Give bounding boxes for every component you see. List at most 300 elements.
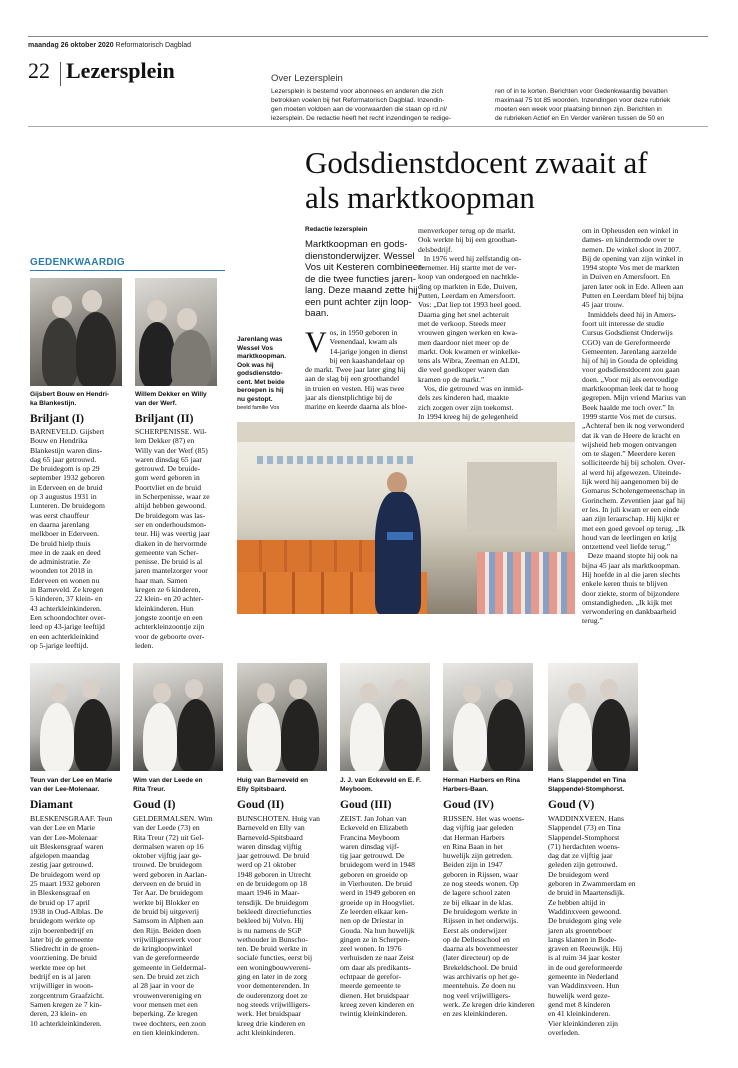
text-line: mee in de zaak en deed — [30, 547, 101, 557]
photo-figure — [495, 679, 513, 699]
text-line: Bouw en Hendrika — [30, 436, 88, 446]
section-title: Lezersplein — [66, 58, 175, 83]
photo-figure — [257, 683, 275, 703]
text-line: men daardoor niet meer op de — [418, 337, 509, 347]
top-rule — [28, 36, 708, 37]
text-line: woonden tot 2018 in — [30, 566, 93, 576]
photo-figure — [558, 703, 592, 771]
article-col-2 — [418, 226, 536, 421]
text-line: twee dochters, een zoon — [133, 1018, 206, 1028]
text-line: van der Lee-Molenaar — [30, 832, 98, 842]
text-line: nemen. De winkel sloot in 2007. — [582, 244, 681, 254]
wedding-photo — [340, 663, 430, 771]
gedenkwaardig-rule — [30, 270, 225, 271]
announcement-body — [443, 814, 545, 1019]
text-line: al werd hij afgewezen. Uiteinde- — [582, 467, 682, 477]
text-line: sociale functies, eerst bij — [237, 953, 313, 963]
text-line: De bruid hielp thuis — [30, 538, 91, 548]
text-line: beperking. Ze kregen — [133, 1009, 198, 1019]
headline-line-1: Godsdienstdocent zwaait af — [305, 145, 648, 180]
text-line: Vos: „Dat liep tot 1993 heel goed. — [418, 300, 521, 310]
text-line: oktober vijftig jaar ge- — [133, 851, 202, 861]
text-line: GELDERMALSEN. Wim — [133, 814, 213, 823]
text-line: foort uit interesse de studie — [582, 318, 665, 328]
text-line: dag vijftig jaar geleden — [443, 823, 514, 833]
text-line: lijk werd hij aangenomen bij de — [582, 477, 679, 487]
text-line: groeide op in Hoogvliet. — [340, 897, 415, 907]
text-line: lang. Deze maand zette hij — [305, 285, 418, 296]
text-line: 1948 geboren in Utrecht — [237, 869, 312, 879]
announcement-title: Briljant (I) — [30, 413, 84, 425]
text-line: bekleed bij Volvo. Hij — [237, 916, 304, 926]
about-text-col2 — [495, 87, 710, 123]
text-line: Lunteren. De bruidegom — [30, 501, 105, 511]
caption-line: Slappendel-Stomphorst. — [548, 785, 625, 793]
text-line: (later directeur) op de — [443, 953, 509, 963]
photo-credit: beeld familie Vos — [237, 405, 280, 411]
text-line: en tien kleinkinderen. — [133, 1027, 200, 1037]
text-line: gingen ze in Scherpen- — [340, 934, 410, 944]
text-line: enkele keren thuis te blijven — [582, 579, 668, 589]
text-line: Deze maand stopte hij ook na — [582, 551, 678, 561]
text-line: Hij hoefde in al die jaren slechts — [582, 569, 681, 579]
text-line: kregen ze 6 kinderen, — [135, 585, 201, 595]
text-line: 25 maart 1932 geboren — [30, 879, 101, 889]
text-line: vrouwen gingen werken en kwa- — [418, 328, 518, 338]
text-line: Putten, Leerdam en Amersfoort. — [418, 291, 516, 301]
text-line: ser en onderhoudsmon- — [135, 519, 207, 529]
text-line: verwondering en dankbaarheid — [582, 607, 677, 617]
article-col-3 — [582, 226, 710, 626]
caption-line: beroepen is hij — [237, 387, 284, 394]
text-line: delsbedrijf. — [418, 244, 453, 254]
text-line: met een goed gevoel op terug. „Ik — [582, 523, 686, 533]
text-line: ten. De bruid werkte in — [237, 944, 308, 954]
text-line: jaar getrouwd. De bruid — [237, 851, 310, 861]
text-line: zorgcentrum Graafzicht. — [30, 990, 105, 1000]
text-line: een punt achter zijn loop- — [305, 296, 412, 308]
text-line: RIJSSEN. Het was woens- — [443, 814, 525, 823]
text-line: de die twee functies jaren- — [305, 273, 416, 285]
text-line: achterkleinzoontje zijn — [135, 622, 205, 632]
text-line: en daarna jarenlang — [30, 519, 90, 529]
announcement-body — [30, 814, 132, 1028]
text-line: Barneveld-Spitsbaard — [237, 832, 303, 842]
caption-line: Herman Harbers en Rina — [443, 777, 520, 784]
text-line: meentehuis. Ze doen nu — [443, 981, 516, 991]
caption-line: Teun van der Lee en Marie — [30, 777, 113, 784]
text-line: gegrepen. Mijn vriend Marius van — [582, 393, 686, 403]
photo-caption — [237, 777, 337, 794]
text-line: ka Blankestijn. — [30, 399, 77, 407]
text-line: september 1932 geboren — [30, 473, 105, 483]
text-line: dag 65 jaar getrouwd. — [30, 454, 97, 464]
text-line: in de oud gereformeerde — [548, 962, 623, 972]
announcement-title: Goud (V) — [548, 799, 595, 811]
text-line: Brekeldschool. De bruid — [443, 962, 518, 972]
caption-line: Wim van der Leede en — [133, 777, 203, 784]
text-line: ren of in te korten. Berichten voor Gedenkwaardig bevatten — [495, 88, 668, 95]
text-line: uit Bleskensgraaf waren — [30, 841, 104, 851]
text-line: van der Lee en Marie — [30, 823, 95, 833]
text-line: ging en later in de zorg — [237, 972, 308, 982]
text-line: 22 klein- en 20 achter- — [135, 594, 204, 604]
text-line: houd van de leerlingen en krijg — [582, 532, 677, 542]
text-line: lezersplein. De redactie heeft het recht inzendingen te redige- — [271, 115, 451, 122]
text-line: markt. Ook kwamen er winkelke- — [418, 346, 521, 356]
article-headline — [305, 145, 710, 215]
text-line: wijsheid heb mogen ontvangen — [582, 439, 677, 449]
announcement-body — [237, 814, 339, 1037]
text-line: werkte bij Blokker en — [133, 897, 200, 907]
text-line: getrouwd. De bruide- — [135, 464, 201, 474]
text-line: 43 achterkleinkinderen. — [30, 603, 102, 613]
text-line: in Bleskensgraaf en — [30, 888, 90, 898]
text-line: in Ederveen en de bruid — [30, 482, 103, 492]
text-line: van Waddinxveen. Hun — [548, 981, 620, 991]
text-line: vrijwilligerswerk voor — [133, 934, 202, 944]
text-line: solliciteerde hij bij scholen. Over- — [582, 458, 686, 468]
text-line: 1994 stopte Vos met de markten — [582, 263, 680, 273]
article-byline: Redactie lezersplein — [305, 226, 368, 233]
text-line: hij of hij in Gouda de opleiding — [582, 356, 678, 366]
text-line: betrokken voelen bij het Reformatorisch Dagblad. Inzendin- — [271, 97, 445, 104]
text-line: om daar als predikants- — [340, 962, 412, 972]
text-line: moeten een week voor plaatsing binnen zijn. Berichten in — [495, 106, 662, 113]
text-line: zestig jaar getrouwd. — [30, 860, 94, 870]
text-line: Slappendel (73) en Tina — [548, 823, 621, 833]
text-line: Gouda. Na hun huwelijk — [340, 925, 415, 935]
text-line: dienen. Het bruidspaar — [340, 990, 409, 1000]
caption-line: godsdienstdo- — [237, 370, 283, 377]
text-line: Vos uit Kesteren combineer- — [305, 262, 425, 273]
text-line: geboren en groeide op — [340, 869, 408, 879]
caption-line: marktkoopman. — [237, 353, 287, 360]
text-line: door ziekte, storm of bijzondere — [582, 588, 680, 598]
text-line: voorziening. De bruid — [30, 953, 97, 963]
text-line: geboren in Zwammerdam en — [548, 879, 636, 889]
text-line: ontzettend veel liefde terug.” — [582, 542, 671, 552]
text-line: is nu namens de SGP — [237, 925, 302, 935]
caption-line: Elly Spitsbaard. — [237, 785, 287, 793]
text-line: voor godsdienstdocent zou gaan — [582, 365, 680, 375]
caption-line: van der Lee-Molenaar. — [30, 785, 100, 793]
text-line: de bruid bij uitgeverij — [133, 906, 200, 916]
text-line: gen moeten voldoen aan de voorwaarden die staan op rd.nl/ — [271, 106, 447, 113]
text-line: werk. Het bruidspaar — [237, 1009, 301, 1019]
wedding-photo — [237, 663, 327, 771]
date-line — [28, 42, 191, 49]
text-line: in Scherpenisse, waar ze — [135, 492, 210, 502]
text-line: bekleedt directiefuncties — [237, 906, 312, 916]
text-line: echtpaar de gerefor- — [340, 972, 401, 982]
text-line: voor mensen met een — [133, 999, 198, 1009]
text-line: jaar als dienstplichtige bij de — [305, 393, 393, 403]
text-line: werd in 1949 geboren en — [340, 888, 416, 898]
text-line: Inmiddels deed hij in Amers- — [582, 309, 677, 319]
wedding-photo — [30, 663, 120, 771]
text-line: ZEIST. Jan Johan van — [340, 814, 407, 823]
text-line: bruidegom werkte op — [30, 916, 95, 926]
text-line: Gomarus Scholengemeenschap in — [582, 486, 685, 496]
text-line: gom werd geboren in — [135, 473, 200, 483]
text-line: Slappendel-Stomphorst — [548, 832, 620, 842]
wedding-photo — [443, 663, 533, 771]
photo-figure — [247, 703, 281, 771]
text-line: dames- en kindermode over te — [582, 235, 674, 245]
text-line: Ook werkte hij bij een groothan- — [418, 235, 518, 245]
photo-figure — [592, 699, 630, 771]
announcement-body — [133, 814, 235, 1037]
text-line: bijna 45 jaar als marktkoopman. — [582, 560, 681, 570]
text-line: overleden. — [548, 1027, 580, 1037]
text-line: waren dinsdag vijf- — [340, 841, 400, 851]
text-line: melkboer in Ederveen. — [30, 529, 99, 539]
text-line: en zes kleinkinderen. — [443, 1009, 508, 1019]
text-line: Lezersplein is bestemd voor abonnees en anderen die zich — [271, 88, 444, 95]
photo-figure — [143, 703, 177, 771]
text-line: aan de slag bij een groothandel — [305, 374, 400, 384]
caption-line: Wessel Vos — [237, 344, 274, 352]
text-line: graven en Reeuwijk. Hij — [548, 944, 623, 954]
photo-figure — [463, 683, 481, 703]
text-line: jaren als groenteboer — [548, 925, 612, 935]
about-title: Over Lezersplein — [271, 73, 343, 84]
text-line: zich zorgen over zijn toekomst. — [418, 402, 514, 412]
text-line: dat ik van de Heere de kracht en — [582, 430, 681, 440]
photo-figure — [281, 699, 319, 771]
text-line: bij een kaashandelaar op — [329, 355, 405, 365]
text-line: werd geboren in Aarlan- — [133, 869, 208, 879]
text-line: langs klanten in Bode- — [548, 934, 617, 944]
text-line: dermalsen waren op 16 — [133, 841, 204, 851]
text-line: Vos, die getrouwd was en inmid- — [418, 384, 524, 394]
caption-line: Rita Treur. — [133, 785, 166, 793]
text-line: maart 1946 in Maar- — [237, 888, 300, 898]
text-line: acht kleinkinderen. — [237, 1027, 296, 1037]
header-divider — [60, 62, 61, 86]
text-line: ze bij elkaar in de klas. — [443, 897, 514, 907]
page-number: 22 — [28, 58, 50, 83]
text-line: koop van ondergoed en nachtkle- — [418, 272, 520, 282]
text-line: jaren later ook in Ede. Alleen aan — [582, 281, 684, 291]
text-line: geleden zijn getrouwd. — [548, 860, 618, 870]
text-line: gend met 8 kinderen — [548, 999, 611, 1009]
text-line: nen op de Driestar in — [340, 916, 404, 926]
caption-line: Harbers-Baan. — [443, 785, 489, 793]
text-line: wethouder in Bunscho- — [237, 934, 308, 944]
text-line: De bruidegom ging vele — [548, 916, 622, 926]
announcement-body-briljant-2 — [135, 427, 235, 650]
announcement-title: Goud (II) — [237, 799, 284, 811]
text-line: de administratie. Ze — [30, 557, 91, 567]
caption-line: Jarenlang was — [237, 336, 283, 343]
text-line: in Barneveld. Ze kregen — [30, 585, 104, 595]
text-line: jaren mantelzorger voor — [135, 566, 208, 576]
caption-line: Ook was hij — [237, 361, 274, 369]
text-line: voor de geboorte over- — [135, 631, 205, 641]
text-line: Francina Meyboom — [340, 832, 400, 842]
photo-figure — [153, 683, 171, 703]
text-line: De bruidegom werd op — [30, 869, 101, 879]
text-line: Putten en Leerdam bleef hij bijna — [582, 291, 684, 301]
article-col-1 — [305, 328, 415, 412]
text-line: zeel wonen. In 1976 — [340, 944, 402, 954]
text-line: Vier kleinkinderen zijn — [548, 1018, 618, 1028]
text-line: Ederveen en wonen nu — [30, 575, 100, 585]
text-line: en 41 kleinkinderen. — [548, 1009, 611, 1019]
photo-figure — [350, 703, 384, 771]
text-line: gemeente van Scher- — [135, 547, 199, 557]
wedding-photo — [548, 663, 638, 771]
text-line: op de Dellesschool en — [443, 934, 510, 944]
text-line: gemeente in Nederland — [548, 972, 619, 982]
text-line: is al ruim 34 jaar koster — [548, 953, 620, 963]
text-line: tens als Wibra, Zeeman en ALDI, — [418, 356, 520, 366]
caption-line: Hans Slappendel en Tina — [548, 777, 626, 784]
text-line: omstandigheden. „Ik kijk met — [582, 597, 673, 607]
text-line: in Duiven en Amersfoort. En — [582, 272, 670, 282]
text-line: jongste zoontje en een — [135, 612, 203, 622]
announcement-body-briljant-1 — [30, 427, 130, 650]
text-line: met de verkoop. Steeds meer — [418, 318, 506, 328]
text-line: altijd hebben gewoond. — [135, 501, 207, 511]
text-line: werk. Ze kregen drie kinderen — [443, 999, 535, 1009]
caption-briljant-1 — [30, 391, 125, 408]
text-line: doen. „Voor mij als eenvoudige — [582, 374, 678, 384]
text-line: De bruidegom werkte in — [443, 906, 518, 916]
text-line: Rijssen in het onderwijs. — [443, 916, 519, 926]
announcement-title: Goud (III) — [340, 799, 392, 811]
text-line: de ouderenzorg doet ze — [237, 990, 308, 1000]
text-line: Barneveld en Elly van — [237, 823, 305, 833]
photo-figure — [50, 683, 68, 703]
text-line: kreeg drie kinderen en — [237, 1018, 306, 1028]
announcement-body — [340, 814, 442, 1019]
text-line: lem Dekker (87) en — [135, 436, 195, 446]
text-line: leden. — [135, 640, 154, 650]
text-line: Sliedrecht in de groen- — [30, 944, 100, 954]
text-line: os, in 1950 geboren in — [329, 328, 398, 337]
text-line: de bruid in Maartensdijk. — [548, 888, 625, 898]
text-line: kreeg zeven kinderen en — [340, 999, 414, 1009]
text-line: bruidegom werd in 1948 — [340, 860, 415, 870]
text-line: Waddinxveen gewoond. — [548, 906, 622, 916]
text-line: kramen op de markt.” — [418, 374, 485, 384]
text-line: maximaal 75 tot 85 woorden. Inzendingen voor deze rubriek — [495, 97, 671, 104]
text-line: Eerst als onderwijzer — [443, 925, 508, 935]
text-line: de kringloopwinkel — [133, 944, 193, 954]
text-line: Eckeveld en Elizabeth — [340, 823, 408, 833]
text-line: tensdijk. De bruidegom — [237, 897, 309, 907]
drop-cap: V — [305, 326, 327, 359]
text-line: Samsom in Alphen aan — [133, 916, 204, 926]
text-line: en een achterkleinkind — [30, 631, 99, 641]
text-line: deren, 23 klein- en — [30, 1009, 87, 1019]
caption-line: J. J. van Eckeveld en E. F. — [340, 777, 421, 784]
announcement-title: Goud (I) — [133, 799, 176, 811]
text-line: Gijsbert Bouw en Hendri- — [30, 391, 110, 398]
text-line: was archivaris op het ge- — [443, 972, 519, 982]
photo-figure — [185, 679, 203, 699]
photo-figure — [82, 679, 100, 699]
photo-figure — [453, 703, 487, 771]
about-text-col1 — [271, 87, 481, 123]
text-line: In 1994 kreeg hij de gelegenheid — [418, 411, 518, 421]
text-line: In 1976 werd hij zelfstandig on- — [418, 253, 522, 263]
text-line: Samen kregen ze 7 kin- — [30, 999, 102, 1009]
article-intro — [305, 239, 425, 320]
text-line: afgelopen maandag — [30, 851, 90, 861]
text-line: De bruidegom was las- — [135, 510, 206, 520]
text-line: vrijwilliger in woon- — [30, 981, 94, 991]
photo-figure — [600, 679, 618, 699]
text-line: dienstonderwijzer. Wessel — [305, 250, 415, 262]
text-line: 14-jarige jongen in dienst — [329, 346, 408, 356]
photo-figure — [40, 703, 74, 771]
text-line: in truien en vesten. Hij was twee — [305, 383, 405, 393]
issue-date: maandag 26 oktober 2020 — [28, 42, 114, 49]
photo-figure — [392, 679, 410, 699]
text-line: een woningbouwvereni- — [237, 962, 311, 972]
photo-figure — [384, 699, 422, 771]
text-line: de rubrieken Actief en En Verder variëren tussen de 50 en — [495, 115, 665, 122]
text-line: haar man. Samen — [135, 575, 188, 585]
photo-figure — [487, 699, 525, 771]
photo-figure — [177, 699, 215, 771]
headline-line-2: als marktkoopman — [305, 180, 535, 215]
text-line: dag dat ze vijftig jaar — [548, 851, 613, 861]
photo-figure — [568, 683, 586, 703]
text-line: sen. De bruid zet zich — [133, 972, 199, 982]
text-line: Een schoondochter over- — [30, 612, 106, 622]
text-line: bedrijf en is al jaren — [30, 972, 91, 982]
text-line: Daarna ging het snel achteruit — [418, 309, 510, 319]
text-line: BLESKENSGRAAF. Teun — [30, 814, 113, 823]
article-photo-caption — [237, 336, 302, 413]
text-line: van der Werf. — [135, 399, 177, 407]
text-line: Willem Dekker en Willy — [135, 391, 207, 398]
text-line: nog veel vrijwilligers- — [443, 990, 511, 1000]
photo-caption — [340, 777, 440, 794]
text-line: Beiden zijn in 1947 — [443, 860, 503, 870]
paper-name: Reformatorisch Dagblad — [115, 42, 192, 49]
text-line: SCHERPENISSE. Wil- — [135, 427, 207, 436]
text-line: waren dinsdag 65 jaar — [135, 454, 202, 464]
text-line: kleinkinderen. Hun — [135, 603, 194, 613]
text-line: tig jaar getrouwd. De — [340, 851, 405, 861]
text-line: marine en keerde daarna als bloe- — [305, 402, 408, 412]
text-line: gemeente in Geldermal- — [133, 962, 207, 972]
text-line: diaken in de hervormde — [135, 538, 207, 548]
text-line: werkte mee op het — [30, 962, 86, 972]
text-line: WADDINXVEEN. Hans — [548, 814, 624, 823]
text-line: voor dementerenden. In — [237, 981, 310, 991]
text-line: 45 jaar trouw. — [582, 300, 624, 310]
text-line: baan. — [305, 308, 329, 319]
text-line: Veenendaal, kwam als — [329, 337, 398, 347]
text-line: was eerst chauffeur — [30, 510, 89, 520]
text-line: De bruidegom is op 29 — [30, 464, 100, 474]
text-line: CGO) van de Gereformeerde — [582, 337, 671, 347]
wedding-photo — [133, 663, 223, 771]
text-line: ze nog steeds wonen. Op — [443, 879, 519, 889]
photo-caption — [443, 777, 543, 794]
text-line: al 28 jaar in voor de — [133, 981, 194, 991]
header-bottom-rule — [28, 126, 708, 127]
text-line: 10 achterkleinkinderen. — [30, 1018, 102, 1028]
text-line: Bij de opening van zijn winkel in — [582, 253, 684, 263]
